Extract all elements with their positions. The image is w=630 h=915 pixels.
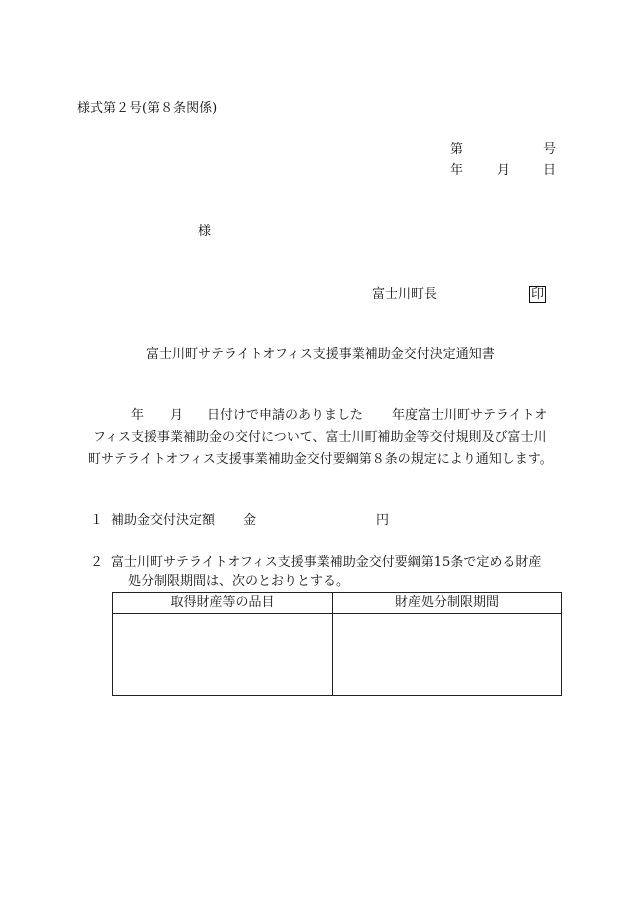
body-dated-text: 日付けで申請のありました <box>207 408 364 423</box>
table-header-row <box>113 593 562 614</box>
addressee-honorific: 様 <box>198 224 212 239</box>
header-acquired-property: 取得財産等の品目 <box>113 593 333 614</box>
seal-mark: 印 <box>531 287 545 302</box>
item-2-text-line-2: 処分制限期間は、次のとおりとする。 <box>128 574 350 589</box>
cell-acquired-property <box>113 614 333 696</box>
item-1-amount-prefix: 金 <box>243 513 257 528</box>
property-restriction-table <box>112 592 562 696</box>
item-1-amount-unit: 円 <box>376 513 390 528</box>
item-1-label: 補助金交付決定額 <box>111 513 216 528</box>
cell-disposal-period <box>333 614 562 696</box>
body-year-label: 年 <box>131 408 145 423</box>
item-1-number: １ <box>90 513 104 528</box>
issuer-name: 富士川町長 <box>372 287 438 302</box>
document-number-suffix: 号 <box>543 142 557 157</box>
item-2-number: ２ <box>90 555 104 570</box>
document-number-prefix: 第 <box>450 142 464 157</box>
item-2-text-line-1: 富士川町サテライトオフィス支援事業補助金交付要綱第15条で定める財産 <box>111 555 542 570</box>
document-title: 富士川町サテライトオフィス支援事業補助金交付決定通知書 <box>146 347 495 362</box>
form-number: 様式第２号(第８条関係) <box>77 101 218 116</box>
body-line-1 <box>131 408 547 424</box>
date-day-label: 日 <box>543 163 557 178</box>
table-row <box>113 614 562 696</box>
body-month-label: 月 <box>170 408 184 423</box>
body-line-3: 町サテライトオフィス支援事業補助金交付要綱第８条の規定により通知します。 <box>88 452 553 467</box>
body-line-2: フィス支援事業補助金の交付について、富士川町補助金等交付規則及び富士川 <box>93 430 547 445</box>
header-disposal-period: 財産処分制限期間 <box>333 593 562 614</box>
date-year-label: 年 <box>450 163 464 178</box>
body-fiscal-text: 年度富士川町サテライトオ <box>392 408 548 423</box>
date-month-label: 月 <box>497 163 511 178</box>
